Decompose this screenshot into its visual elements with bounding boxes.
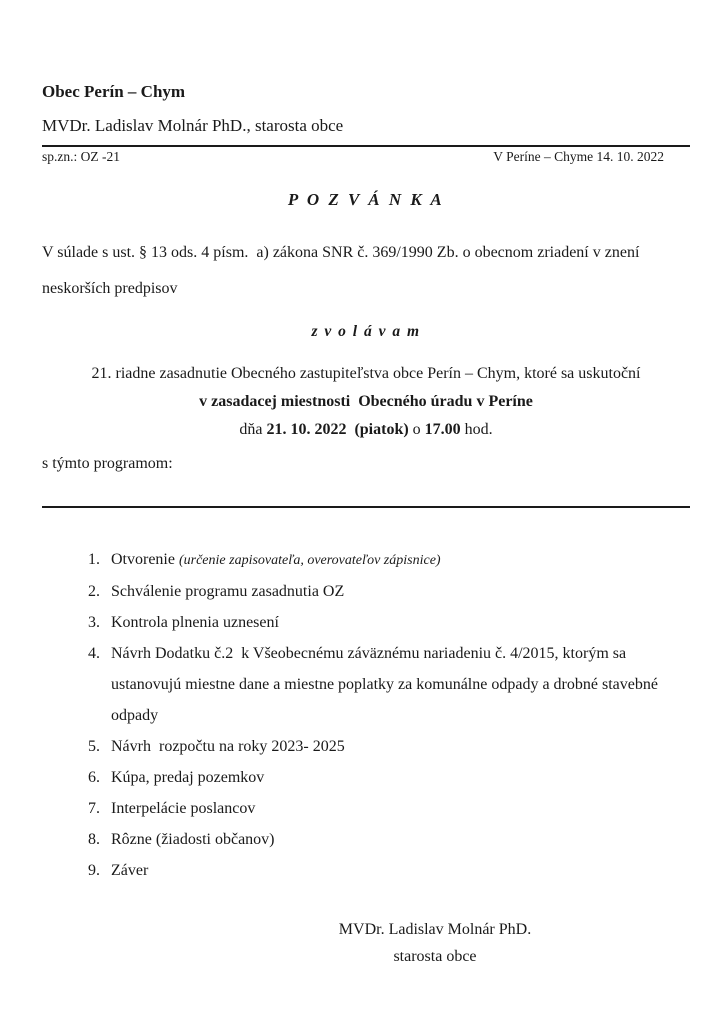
- date-value: 21. 10. 2022 (piatok): [266, 421, 409, 438]
- place-and-date: V Períne – Chyme 14. 10. 2022: [493, 149, 664, 164]
- agenda-item-2: [88, 576, 690, 607]
- legal-basis-paragraph: V súlade s ust. § 13 ods. 4 písm. a) zákona SNR č. 369/1990 Zb. o obecnom zriadení v znení neskorších predpisov: [42, 244, 644, 297]
- reference-row: [42, 149, 690, 165]
- session-line: 21. riadne zasadnutie Obecného zastupiteľstva obce Perín – Chym, ktoré sa uskutoční: [91, 365, 641, 382]
- meeting-details-block: [42, 360, 690, 444]
- agenda-item-number: 1.: [88, 551, 100, 568]
- agenda-item-5: [88, 731, 690, 762]
- agenda-item-number: 5.: [88, 738, 100, 755]
- agenda-item-number: 6.: [88, 769, 100, 786]
- document-title: P O Z V Á N K A: [287, 190, 445, 209]
- agenda-item-1: [88, 544, 690, 576]
- program-divider-rule: [42, 506, 690, 508]
- convocation-word: z v o l á v a m: [311, 323, 421, 340]
- agenda-item-text: Návrh Dodatku č.2 k Všeobecnému záväznému nariadeniu č. 4/2015, ktorým sa ustanovujú miestne dane a miestne poplatky za komunálne odpady a drobné stavebné odpady: [111, 645, 662, 724]
- agenda-item-6: [88, 762, 690, 793]
- agenda-item-text: Rôzne (žiadosti občanov): [111, 831, 275, 848]
- agenda-item-4: [88, 638, 690, 731]
- signature-role: starosta obce: [393, 948, 477, 965]
- agenda-item-note: (určenie zapisovateľa, overovateľov zápisnice): [178, 553, 441, 568]
- agenda-item-main-text: Otvorenie: [111, 551, 175, 568]
- municipality-name: Obec Perín – Chym: [42, 82, 186, 101]
- agenda-item-3: [88, 607, 690, 638]
- signature-block: [305, 916, 565, 970]
- time-suffix: hod.: [464, 421, 493, 438]
- agenda-item-text: Kúpa, predaj pozemkov: [111, 769, 265, 786]
- program-intro-line: s týmto programom:: [42, 455, 173, 472]
- signature-name: MVDr. Ladislav Molnár PhD.: [338, 921, 532, 938]
- agenda-item-number: 2.: [88, 583, 100, 600]
- date-time-line: [42, 416, 690, 444]
- agenda-item-text: Záver: [111, 862, 149, 879]
- agenda-item-number: 3.: [88, 614, 100, 631]
- mayor-header-line: MVDr. Ladislav Molnár PhD., starosta obce: [42, 116, 344, 135]
- agenda-item-text: Návrh rozpočtu na roky 2023- 2025: [111, 738, 345, 755]
- agenda-item-number: 9.: [88, 862, 100, 879]
- agenda-item-text: [111, 544, 690, 576]
- agenda-item-number: 8.: [88, 831, 100, 848]
- reference-number: sp.zn.: OZ -21: [42, 149, 120, 164]
- agenda-item-9: [88, 855, 690, 886]
- agenda-item-text: Schválenie programu zasadnutia OZ: [111, 583, 345, 600]
- agenda-item-number: 7.: [88, 800, 100, 817]
- time-connector: o: [412, 421, 421, 438]
- agenda-item-number: 4.: [88, 645, 100, 662]
- agenda-item-7: [88, 793, 690, 824]
- agenda-item-text: Interpelácie poslancov: [111, 800, 256, 817]
- date-prefix: dňa: [239, 421, 263, 438]
- agenda-item-8: [88, 824, 690, 855]
- venue-line: v zasadacej miestnosti Obecného úradu v Períne: [199, 393, 533, 410]
- time-value: 17.00: [424, 421, 461, 438]
- header-divider-rule: [42, 145, 690, 147]
- agenda-list: [88, 544, 690, 886]
- agenda-item-text: Kontrola plnenia uznesení: [111, 614, 279, 631]
